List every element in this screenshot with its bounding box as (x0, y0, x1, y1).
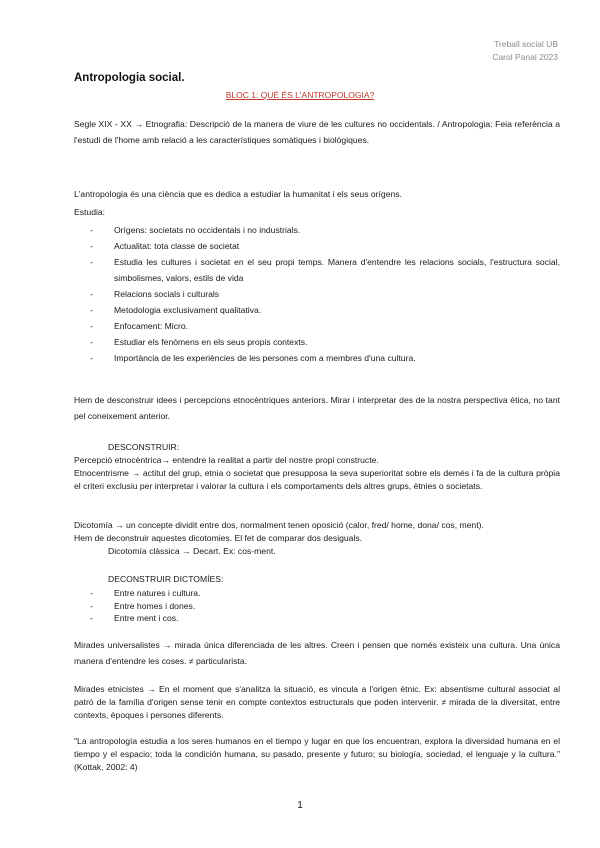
header-course: Treball social UB (494, 39, 558, 49)
etnicistes-paragraph: Mirades etnicistes → En el moment que s'analitza la situació, es vincula a l'origen ètnic. Ex: absentisme cultural associat al patró de la família d'origen sense tenir en compte contextos estructurals que poden intervenir. ≠ mirada de la diversitat, entre contexts, èpoques i persones diferents. (74, 684, 560, 720)
etnocentrica-line: Percepció etnocèntrica→ entendre la realitat a partir del nostre propi constructe. (74, 455, 379, 465)
list-item: - Actualitat: tota classe de societat (74, 238, 560, 254)
list-item: - Entre homes i dones. (74, 600, 560, 613)
page-header (492, 38, 558, 64)
etnocentrisme-paragraph: Etnocentrisme → actitut del grup, etnia o societat que presupposa la seva superioritat sobre els demés i fa de la cultura pròpia el criteri exclusiu per interpretar i valorar la cultura i els comportaments dels altres grups, ètnies o societats. (74, 468, 560, 491)
desconstruir-heading: DESCONSTRUIR: (108, 442, 180, 452)
dicotomia-definition: Dicotomía → un concepte dividit entre dos, normalment tenen oposició (calor, fred/ home, dona/ cos, ment). (74, 520, 484, 530)
universalistes-paragraph: Mirades universalistes → mirada única diferenciada de les altres. Creen i pensen que només existeix una cultura. Una única manera d'entendre les coses. ≠ particularista. (74, 640, 560, 666)
dictomies-list (74, 587, 560, 625)
list-item: - Entre ment i cos. (74, 612, 560, 625)
list-item: - Orígens: societats no occidentals i no industrials. (74, 222, 560, 238)
list-item: - Estudiar els fenòmens en els seus propis contexts. (74, 334, 560, 350)
dictomies-heading: DECONSTRUIR DICTOMÍES: (108, 574, 224, 584)
list-item: - Metodologia exclusivament qualitativa. (74, 302, 560, 318)
list-item: - Entre natures i cultura. (74, 587, 560, 600)
list-item: - Estudia les cultures i societat en el seu propi temps. Manera d'entendre les relacions socials, l'estructura social, simbolismes, valors, estils de vida (74, 254, 560, 286)
document-title: Antropologia social. (74, 72, 185, 84)
list-item: - Importància de les experiències de les persones com a membres d'una cultura. (74, 350, 560, 366)
dicotomia-deconstruct: Hem de deconstruir aquestes dicotomies. El fet de comparar dos desiguals. (74, 533, 363, 543)
list-item: - Relacions socials i culturals (74, 286, 560, 302)
estudia-list (74, 222, 560, 366)
dicotomia-paragraph (74, 519, 560, 558)
section-heading: BLOC 1: QUÈ ÉS L'ANTROPOLOGIA? (225, 90, 375, 100)
deconstruct-paragraph: Hem de desconstruir idees i percepcions etnocèntriques anteriors. Mirar i interpretar des de la nostra perspectiva ètica, no tant pel coneixement anterior. (74, 395, 560, 421)
intro-paragraph: Segle XIX - XX → Etnografia: Descripció de la manera de viure de les cultures no occidentals. / Antropologia: Feia referència a l'estudi de l'home amb relació a les característiques somàtiques i biològiques. (74, 119, 560, 145)
definition-paragraph: L'antropologia és una ciència que es dedica a estudiar la humanitat i els seus orígens. (74, 189, 402, 199)
estudia-label: Estudia: (74, 207, 106, 217)
dicotomia-classica: Dicotomía clàssica → Decart. Ex: cos-ment. (108, 546, 276, 556)
page-number: 1 (297, 800, 303, 811)
list-item: - Enfocament: Micro. (74, 318, 560, 334)
quote-paragraph: "La antropología estudia a los seres humanos en el tiempo y lugar en que los encuentran, explora la diversidad humana en el tiempo y el espacio; toda la condición humana, su pasado, presente y futuro; su biología, sociedad, el lenguaje y la cultura." (Kottak, 2002: 4) (74, 736, 560, 772)
header-author: Carol Panal 2023 (492, 52, 558, 62)
